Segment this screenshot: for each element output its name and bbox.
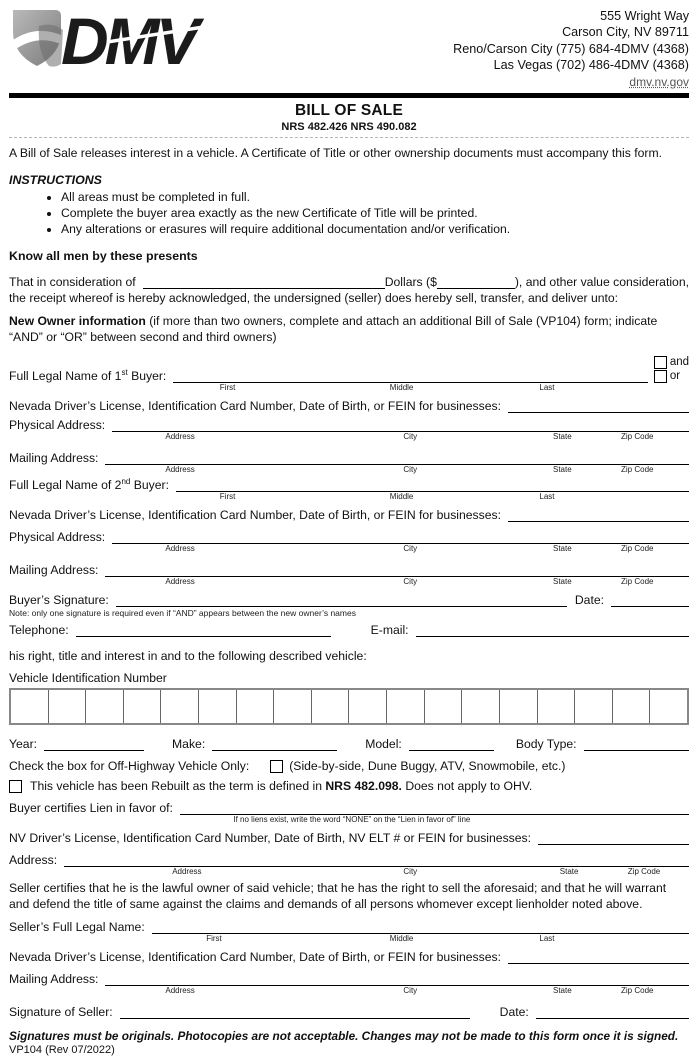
vin-cell[interactable] [499,690,537,723]
buyer2-dl-label: Nevada Driver’s License, Identification Card Number, Date of Birth, or FEIN for businesses: [9,508,502,523]
seller-signature-row [9,1003,689,1019]
buyer1-dl-input[interactable] [508,397,689,413]
vehicle-detail-row [9,735,689,751]
vin-cell[interactable] [348,690,386,723]
vin-cell[interactable] [123,690,161,723]
rebuilt-row [9,779,689,793]
ohv-checkbox[interactable] [270,760,283,773]
and-checkbox[interactable] [654,356,667,369]
consideration-amount-input[interactable] [437,273,515,289]
mailing-address-label: Mailing Address: [9,563,99,578]
make-label: Make: [172,737,206,752]
contact-row [9,621,689,637]
vehicle-transition-text: his right, title and interest in and to the following described vehicle: [9,649,367,664]
buyer1-physical-address-field [9,416,689,443]
telephone-input[interactable] [76,621,331,637]
email-label: E-mail: [370,623,409,638]
vin-cell[interactable] [311,690,349,723]
email-input[interactable] [416,621,689,637]
form-title: BILL OF SALE [294,102,404,120]
buyer2-mailing-address-field [9,561,689,588]
title-block [9,102,689,138]
vin-cell[interactable] [424,690,462,723]
buyer2-physical-address-input[interactable] [112,528,689,544]
instruction-item: • Any alterations or erasures will require additional documentation and/or verification. [61,222,689,236]
ohv-row [9,759,689,773]
vin-cell[interactable] [649,690,687,723]
consideration-close: ), and other value consideration, [514,274,689,289]
model-input[interactable] [409,735,494,751]
consideration-amount-words-input[interactable] [143,273,385,289]
instruction-item: • All areas must be completed in full. [61,190,689,204]
vin-cell[interactable] [612,690,650,723]
seller-name-input[interactable] [152,918,689,934]
year-label: Year: [9,737,38,752]
body-type-input[interactable] [584,735,689,751]
lienholder-dl-input[interactable] [538,829,689,845]
lienholder-address-field [9,851,689,878]
buyer2-name-field [9,476,689,503]
dmv-website-link[interactable]: dmv.nv.gov [629,74,689,89]
buyer1-physical-address-input[interactable] [112,416,689,432]
name-sublabels: First Middle Last [206,934,555,944]
address-sublabels: Address City State Zip Code [165,986,654,996]
buyer2-dl-field [9,506,689,522]
form-number: VP104 (Rev 07/2022) [9,1044,115,1056]
buyer1-mailing-address-input[interactable] [105,449,689,465]
year-input[interactable] [44,735,144,751]
seller-date-input[interactable] [536,1003,689,1019]
buyer1-dl-field [9,397,689,413]
buyer1-mailing-address-field [9,449,689,476]
address-sublabels: Address City State Zip Code [165,465,654,475]
buyer2-dl-input[interactable] [508,506,689,522]
lien-input[interactable] [180,799,689,815]
lienholder-dl-field [9,829,689,845]
buyer-date-label: Date: [574,593,604,608]
name-sublabels: First Middle Last [219,383,555,393]
lienholder-address-label: Address: [9,853,58,868]
consideration-line2: the receipt whereof is hereby acknowledged, the undersigned (seller) does hereby sell, transfer, and deliver unto: [9,290,619,305]
buyer-signature-label: Buyer’s Signature: [9,593,109,608]
vin-label: Vehicle Identification Number [9,670,167,685]
vin-cell[interactable] [236,690,274,723]
seller-signature-input[interactable] [120,1003,470,1019]
lienholder-dl-label: NV Driver’s License, Identification Card Number, Date of Birth, NV ELT # or FEIN for businesses: [9,831,532,846]
seller-mailing-label: Mailing Address: [9,972,99,987]
make-input[interactable] [212,735,337,751]
address-line: 555 Wright Way [600,9,689,23]
vin-cell[interactable] [160,690,198,723]
vin-cell[interactable] [198,690,236,723]
consideration-pre: That in consideration of [9,274,136,289]
buyer2-name-input[interactable] [176,476,689,492]
body-type-label: Body Type: [515,737,577,752]
lien-label: Buyer certifies Lien in favor of: [9,801,173,816]
seller-mailing-input[interactable] [105,970,689,986]
form-header [9,6,689,98]
and-label: and [669,356,689,369]
address-line: Las Vegas (702) 486-4DMV (4368) [493,58,689,73]
buyer2-physical-address-field [9,528,689,555]
rebuilt-checkbox[interactable] [9,780,22,793]
seller-date-label: Date: [499,1005,529,1020]
seller-signature-label: Signature of Seller: [9,1005,113,1020]
buyer2-mailing-address-input[interactable] [105,561,689,577]
seller-name-field [9,918,689,945]
dmv-logo-text: DMV [61,6,196,70]
seller-dl-input[interactable] [508,948,689,964]
or-label: or [669,370,681,383]
buyer-signature-input[interactable] [116,591,567,607]
lien-note: If no liens exist, write the word “NONE” on the “Lien in favor of” line [233,815,471,825]
telephone-label: Telephone: [9,623,69,638]
address-sublabels: Address City State Zip Code [172,867,661,877]
statute-reference: NRS 482.426 NRS 490.082 [281,121,417,134]
seller-name-label: Seller’s Full Legal Name: [9,920,145,935]
new-owner-note: (if more than two owners, complete and attach an additional Bill of Sale (VP104) form; indicate “AND” or “OR” between second and third owners) [9,314,658,344]
presents-heading: Know all men by these presents [9,248,198,263]
lienholder-address-input[interactable] [64,851,689,867]
buyer2-name-label: Full Legal Name of 2nd Buyer: [9,476,169,493]
vin-cell[interactable] [48,690,86,723]
address-line: Carson City, NV 89711 [562,25,689,40]
ohv-examples: (Side-by-side, Dune Buggy, ATV, Snowmobile, etc.) [289,759,566,774]
lien-field [9,799,689,826]
vin-cell[interactable] [11,690,48,723]
ohv-label: Check the box for Off-Highway Vehicle Only: [9,759,250,774]
instructions-list [9,190,689,236]
signature-note: Note: only one signature is required even if “AND” appears between the new owner’s names [9,608,356,619]
consideration-dollars: Dollars ($ [384,274,437,289]
owner-conjunction-choices [654,355,689,383]
address-sublabels: Address City State Zip Code [165,544,654,554]
seller-certification-text: Seller certifies that he is the lawful owner of said vehicle; that he has the right to sell the aforesaid; and that he will warrant and defend the title of same against the claims and demands of all persons whomever except lienholder noted above. [9,881,667,911]
buyer-signature-row [9,591,689,607]
originals-notice: Signatures must be originals. Photocopies are not acceptable. Changes may not be made to this form once it is signed. [9,1029,679,1044]
intro-text: A Bill of Sale releases interest in a vehicle. A Certificate of Title or other ownership documents must accompany this form. [9,146,663,161]
address-sublabels: Address City State Zip Code [165,577,654,587]
seller-dl-label: Nevada Driver’s License, Identification Card Number, Date of Birth, or FEIN for businesses: [9,950,502,965]
vin-cell[interactable] [537,690,575,723]
dmv-address-block [453,6,689,90]
vin-grid [9,688,689,725]
buyer1-name-input[interactable] [173,367,647,383]
seller-dl-field [9,948,689,964]
new-owner-heading: New Owner information [9,314,146,329]
instructions-heading: INSTRUCTIONS [9,172,102,187]
buyer1-name-field [9,356,689,394]
instruction-item: • Complete the buyer area exactly as the new Certificate of Title will be printed. [61,206,689,220]
dmv-logo-graphic [9,6,224,70]
dmv-logo [9,6,224,70]
or-checkbox[interactable] [654,370,667,383]
mailing-address-label: Mailing Address: [9,451,99,466]
name-sublabels: First Middle Last [219,492,555,502]
buyer1-name-label: Full Legal Name of 1st Buyer: [9,367,167,384]
address-sublabels: Address City State Zip Code [165,432,654,442]
vin-cell[interactable] [386,690,424,723]
rebuilt-text: This vehicle has been Rebuilt as the term is defined in NRS 482.098. Does not apply to OHV. [30,779,533,794]
physical-address-label: Physical Address: [9,530,106,545]
physical-address-label: Physical Address: [9,418,106,433]
seller-mailing-address-field [9,970,689,997]
vin-cell[interactable] [574,690,612,723]
vin-cell[interactable] [85,690,123,723]
address-line: Reno/Carson City (775) 684-4DMV (4368) [453,41,689,56]
buyer1-dl-label: Nevada Driver’s License, Identification Card Number, Date of Birth, or FEIN for businesses: [9,399,502,414]
buyer-date-input[interactable] [611,591,689,607]
vin-cell[interactable] [461,690,499,723]
consideration-row [9,273,689,289]
vin-cell[interactable] [273,690,311,723]
new-owner-info [9,314,689,345]
model-label: Model: [365,737,402,752]
lien-note-row [9,815,689,826]
